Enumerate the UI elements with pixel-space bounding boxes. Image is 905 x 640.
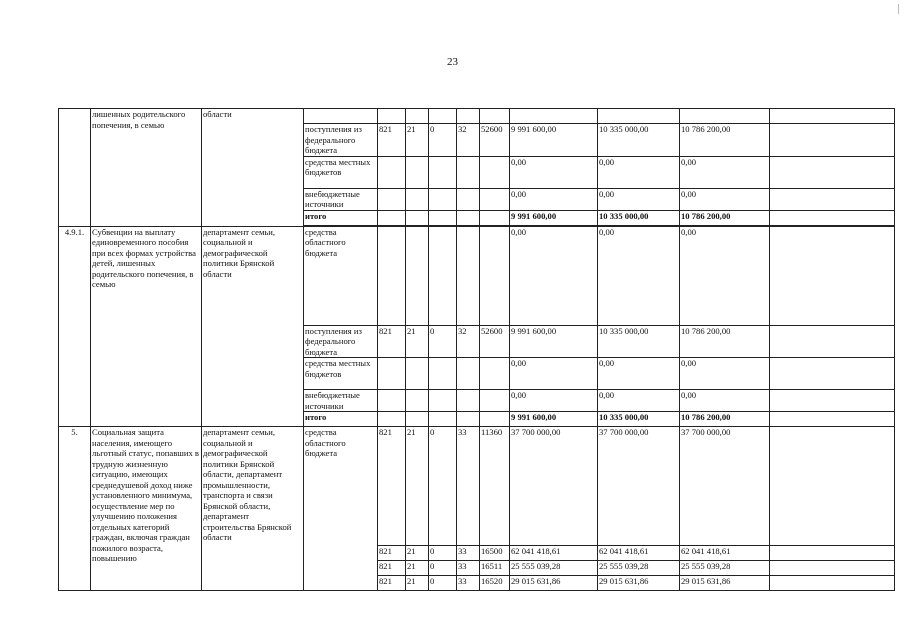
cell-cs: 33: [457, 561, 480, 576]
cell-num: 4.9.1.: [59, 226, 91, 427]
cell-year2: 10 335 000,00: [598, 124, 680, 157]
cell-vr: 16500: [480, 546, 510, 561]
cell-year1: 29 015 631,86: [510, 576, 598, 591]
cell-year1: 9 991 600,00: [510, 325, 598, 358]
cell-year1: 9 991 600,00: [510, 124, 598, 157]
cell-year1: 25 555 039,28: [510, 561, 598, 576]
cell-rz: 21: [406, 561, 429, 576]
cell-year1: 62 041 418,61: [510, 546, 598, 561]
cell-year2: 25 555 039,28: [598, 561, 680, 576]
table-row: [59, 427, 895, 546]
cell-source: средства областного бюджета: [304, 226, 378, 325]
cell-grbs: 821: [378, 546, 406, 561]
cell-year2: 0,00: [598, 188, 680, 210]
cell-cs: 33: [457, 427, 480, 546]
cell-vr: 52600: [480, 124, 510, 157]
cell-rz: 21: [406, 427, 429, 546]
scan-mark: [898, 4, 899, 14]
cell-rz: 21: [406, 546, 429, 561]
cell-cs: 33: [457, 576, 480, 591]
cell-grbs: 821: [378, 561, 406, 576]
cell-year2: 0,00: [598, 390, 680, 412]
cell-pr: 0: [429, 427, 457, 546]
cell-vr: 11360: [480, 427, 510, 546]
cell-source: средства областного бюджета: [304, 427, 378, 591]
cell-pr: 0: [429, 546, 457, 561]
cell-source: средства местных бюджетов: [304, 156, 378, 188]
cell-name: Субвенции на выплату единовременного пособия при всех формах устройства детей, лишенных родительского попечения, в семью: [91, 226, 202, 427]
cell-pr: 0: [429, 576, 457, 591]
cell-source: внебюджетные источники: [304, 188, 378, 210]
cell-year1: 0,00: [510, 390, 598, 412]
cell-executor: департамент семьи, социальной и демографической политики Брянской области: [202, 226, 304, 427]
cell-year1: 0,00: [510, 226, 598, 325]
cell-year2: 0,00: [598, 358, 680, 390]
cell-year3: 10 786 200,00: [680, 124, 770, 157]
cell-source: внебюджетные источники: [304, 390, 378, 412]
cell-year2: 29 015 631,86: [598, 576, 680, 591]
cell-cs: 32: [457, 325, 480, 358]
cell-year2: 0,00: [598, 226, 680, 325]
cell-year2: 10 335 000,00: [598, 210, 680, 225]
page-number: 23: [447, 56, 458, 68]
cell-year3: 25 555 039,28: [680, 561, 770, 576]
cell-year3: 62 041 418,61: [680, 546, 770, 561]
cell-num: [59, 109, 91, 227]
cell-rz: 21: [406, 325, 429, 358]
cell-vr: 52600: [480, 325, 510, 358]
cell-grbs: 821: [378, 427, 406, 546]
cell-vr: 16511: [480, 561, 510, 576]
cell-year1: 9 991 600,00: [510, 412, 598, 427]
cell-year1: 0,00: [510, 188, 598, 210]
cell-source: средства местных бюджетов: [304, 358, 378, 390]
cell-year3: 10 786 200,00: [680, 412, 770, 427]
cell-year3: 0,00: [680, 358, 770, 390]
budget-table: [58, 108, 895, 591]
cell-rz: 21: [406, 576, 429, 591]
cell-pr: 0: [429, 561, 457, 576]
cell-pr: 0: [429, 325, 457, 358]
cell-year3: 0,00: [680, 188, 770, 210]
cell-source: итого: [304, 210, 378, 225]
cell-year3: 10 786 200,00: [680, 210, 770, 225]
cell-cs: 33: [457, 546, 480, 561]
cell-executor: департамент семьи, социальной и демографической политики Брянской области, департамент промышленности, транспорта и связи Брянской области, департамент строительства Брянской области: [202, 427, 304, 591]
cell-year1: 0,00: [510, 156, 598, 188]
cell-source: поступления из федерального бюджета: [304, 124, 378, 157]
cell-year2: 10 335 000,00: [598, 412, 680, 427]
cell-grbs: 821: [378, 576, 406, 591]
cell-year3: 0,00: [680, 156, 770, 188]
cell-cs: 32: [457, 124, 480, 157]
table-row: [59, 226, 895, 325]
cell-year2: 0,00: [598, 156, 680, 188]
cell-rz: 21: [406, 124, 429, 157]
cell-year3: 29 015 631,86: [680, 576, 770, 591]
cell-vr: 16520: [480, 576, 510, 591]
cell-year1: 0,00: [510, 358, 598, 390]
cell-pr: 0: [429, 124, 457, 157]
cell-year2: 10 335 000,00: [598, 325, 680, 358]
cell-year3: 37 700 000,00: [680, 427, 770, 546]
cell-year1: 9 991 600,00: [510, 210, 598, 225]
cell-num: 5.: [59, 427, 91, 591]
cell-grbs: 821: [378, 325, 406, 358]
cell-year2: 37 700 000,00: [598, 427, 680, 546]
cell-year3: 10 786 200,00: [680, 325, 770, 358]
table-row: [59, 109, 895, 124]
cell-year3: 0,00: [680, 226, 770, 325]
cell-year2: 62 041 418,61: [598, 546, 680, 561]
cell-grbs: 821: [378, 124, 406, 157]
cell-source: итого: [304, 412, 378, 427]
cell-source: поступления из федерального бюджета: [304, 325, 378, 358]
cell-executor: области: [202, 109, 304, 227]
cell-year1: 37 700 000,00: [510, 427, 598, 546]
cell-name: Социальная защита населения, имеющего льготный статус, попавших в трудную жизненную ситуацию, имеющих среднедушевой доход ниже установленного минимума, осуществление мер по улучшению положения отдельных категорий граждан, включая граждан пожилого возраста, повышению: [91, 427, 202, 591]
cell-name: лишенных родительского попечения, в семью: [91, 109, 202, 227]
cell-year3: 0,00: [680, 390, 770, 412]
